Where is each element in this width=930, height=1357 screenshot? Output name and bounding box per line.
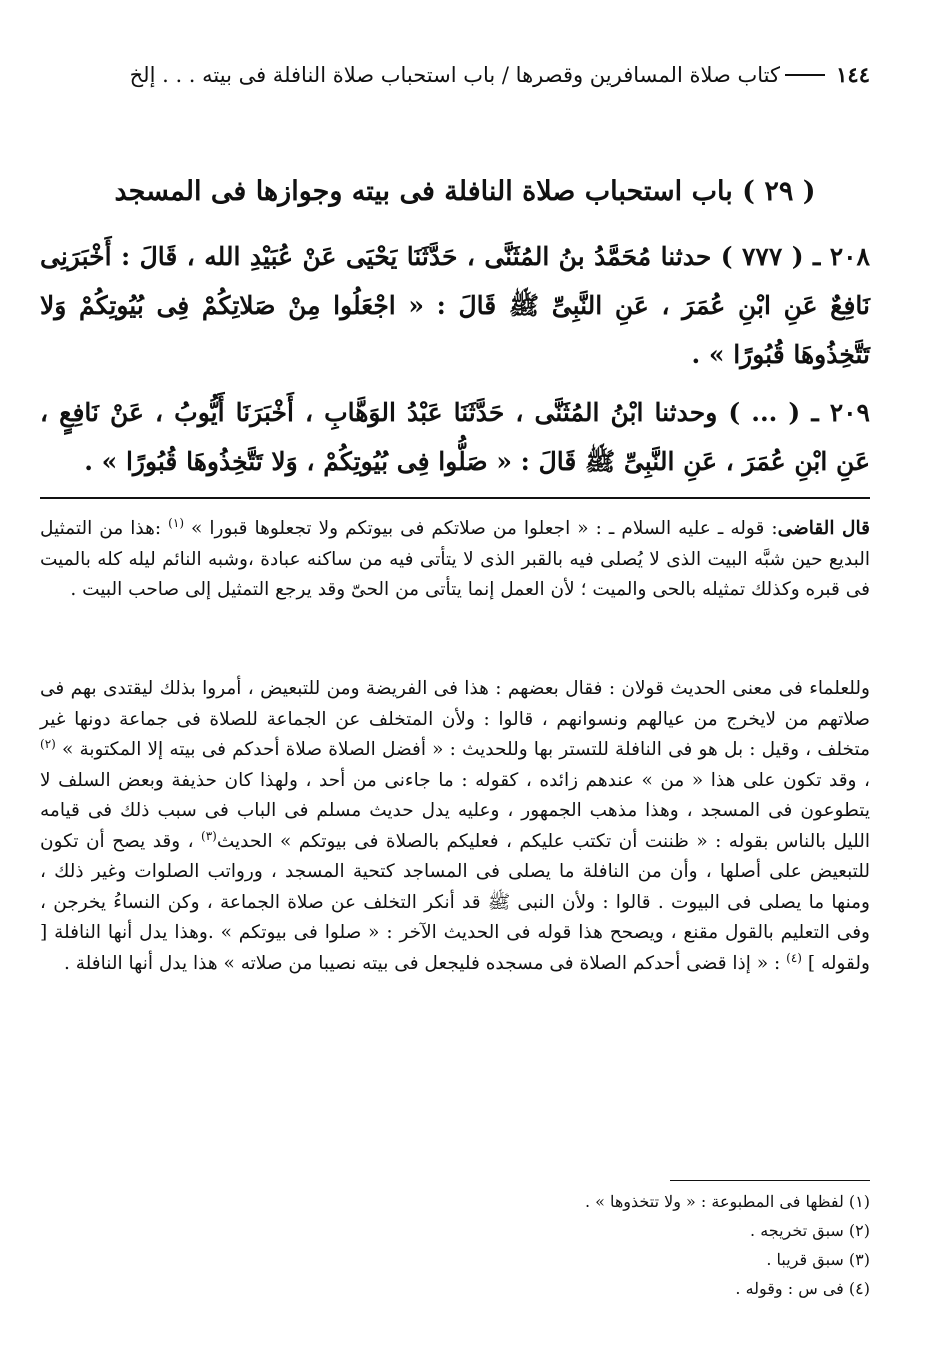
header-dash-rule <box>785 74 825 76</box>
footnote-ref-4: (٤) <box>786 950 802 965</box>
footnote-4: (٤) فى س : وقوله . <box>735 1279 870 1298</box>
commentary-text: :هذا من التمثيل البديع حين شبَّه البيت الذى لا يُصلى فيه بالقبر الذى لا يتأتى فيه من ساكنه عبادة ،وشبه النائم ليله كله بالميت فى قبره وكذلك تمثيله بالحى والميت ؛ لأن العمل إنما يتأتى من الحىّ وقد يرجع التمثيل إلى صاحب البيت . <box>40 518 870 600</box>
footnote-1: (١) لفظها فى المطبوعة : « ولا تتخذوها » . <box>584 1192 870 1211</box>
commentary-text: : « إذا قضى أحدكم الصلاة فى مسجده فليجعل فى بيته نصيبا من صلاته » هذا يدل أنها النافلة . <box>64 952 787 974</box>
footnote-2: (٢) سبق تخريجه . <box>750 1221 870 1240</box>
commentary-lead: قال القاضى <box>777 518 870 539</box>
footnote-ref-2: (٢) <box>40 736 56 751</box>
page-number: ١٤٤ <box>836 62 870 87</box>
commentary-text: ، وقد يصح أن تكون للتبعيض على أصلها ، وأن من النافلة ما يصلى فى المساجد كتحية المسجد ، ورواتب الصلوات وغير ذلك ، ومنها ما يصلى فى البيوت . قالوا : ولأن النبى ﷺ قد أنكر التخلف عن صلاة الجماعة ، وكن النساءُ يخرجن ، وفى التعليم بالقول مقنع ، ويصحح هذا قوله فى الحديث الآخر : « صلوا فى بيوتكم » .وهذا يدل أنها النافلة [ ولقوله ] <box>40 830 870 974</box>
footnote-3: (٣) سبق قريبا . <box>766 1250 870 1269</box>
section-divider <box>40 497 870 499</box>
commentary-text: ، وقد تكون على هذا « من » عندهم زائده ، كقوله : ما جاءنى من أحد ، ولهذا كان حذيفة وبعض السلف لا يتطوعون فى المسجد ، وهذا مذهب الجمهور ، وعليه يدل حديث مسلم فى الباب فى سبب ذلك فى قيامه الليل بالناس بقوله : « ظننت أن تكتب عليكم ، فعليكم بالصلاة فى بيوتكم » الحديث <box>40 769 870 852</box>
commentary-text: : قوله ـ عليه السلام ـ : « اجعلوا من صلاتكم فى بيوتكم ولا تجعلوها قبورا » <box>184 518 778 539</box>
commentary-paragraph-1 <box>40 514 870 606</box>
hadith-209: ٢٠٩ ـ ( ... ) وحدثنا ابْنُ المُثَنَّى ، حَدَّثَنَا عَبْدُ الوَهَّابِ ، أَخْبَرَنَا أَيُّوبُ ، عَنْ نَافِعٍ ، عَنِ ابْنِ عُمَرَ ، عَنِ النَّبِىِّ ﷺ قَالَ : « صَلُّوا فِى بُيُوتِكُمْ ، وَلا تَتَّخِذُوهَا قُبُورًا » . <box>40 398 870 476</box>
running-header: كتاب صلاة المسافرين وقصرها / باب استحباب صلاة النافلة فى بيته . . . إلخ <box>129 63 780 87</box>
chapter-title: ( ٢٩ ) باب استحباب صلاة النافلة فى بيته وجوازها فى المسجد <box>114 176 816 207</box>
footnote-divider <box>670 1180 870 1181</box>
commentary-text: وللعلماء فى معنى الحديث قولان : فقال بعضهم : هذا فى الفريضة ومن للتبعيض ، أمروا بذلك ليقتدى بهم فى صلاتهم من لايخرج من عيالهم ونسوانهم ، قالوا : ولأن المتخلف عن الجماعة للصلاة فى جماعة دونها غير متخلف ، وقيل : بل هو فى النافلة للتستر بها وللحديث : « أفضل الصلاة صلاة أحدكم فى بيته إلا المكتوبة » <box>40 678 870 760</box>
footnote-ref-1: (١) <box>168 515 184 530</box>
footnotes <box>300 1187 870 1303</box>
commentary-paragraph-2 <box>40 674 870 979</box>
footnote-ref-3: (٣) <box>201 828 217 843</box>
hadith-208: ٢٠٨ ـ ( ٧٧٧ ) حدثنا مُحَمَّدُ بنُ المُثَنَّى ، حَدَّثَنَا يَحْيَى عَنْ عُبَيْدِ الله ، قَالَ : أَخْبَرَنِى نَافِعٌ عَنِ ابْنِ عُمَرَ ، عَنِ النَّبِىِّ ﷺ قَالَ : « اجْعَلُوا مِنْ صَلاتِكُمْ فِى بُيُوتِكُمْ وَلا تَتَّخِذُوهَا قُبُورًا » . <box>40 242 870 369</box>
